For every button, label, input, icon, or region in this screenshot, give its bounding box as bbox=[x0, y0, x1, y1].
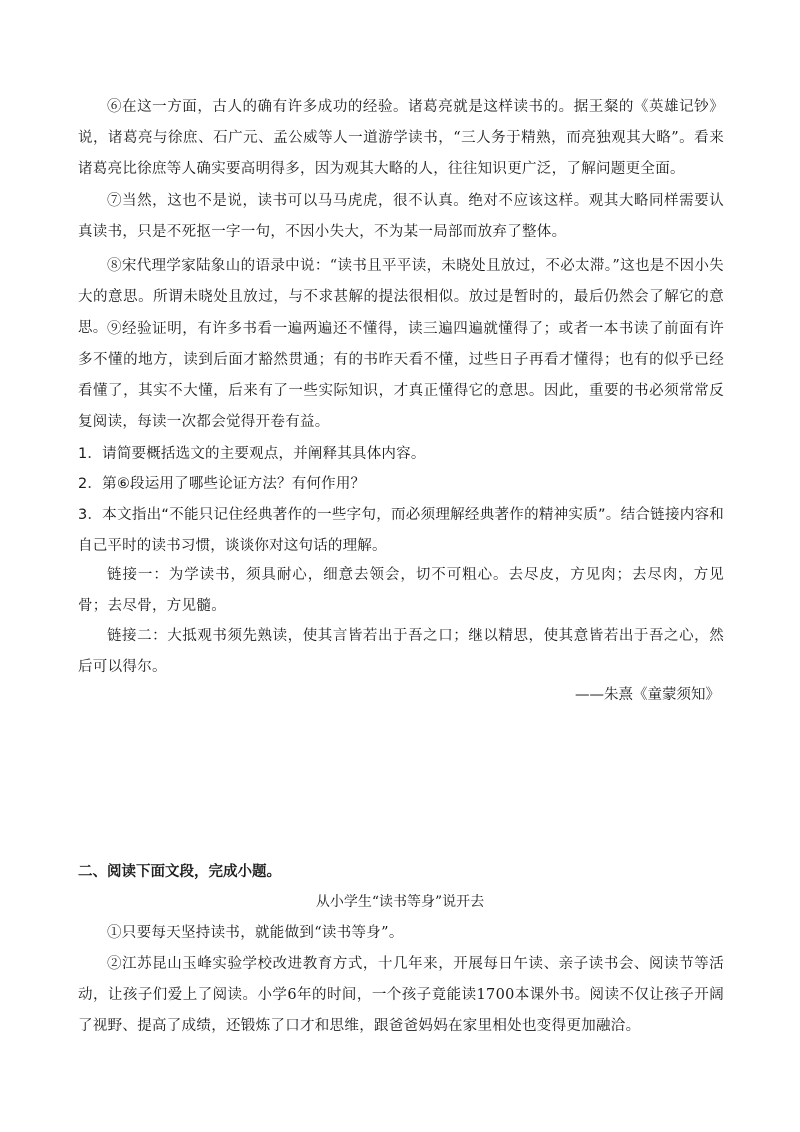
link-one: 链接一：为学读书，须具耐心，细意去领会，切不可粗心。去尽皮，方见肉；去尽肉，方见骨；去尽骨，方见髓。 bbox=[78, 567, 724, 614]
question-2: 2．第⑥段运用了哪些论证方法？有何作用？ bbox=[78, 476, 366, 492]
section-heading: 二、阅读下面文段，完成小题。 bbox=[78, 864, 281, 880]
question-1: 1．请简要概括选文的主要观点，并阐释其具体内容。 bbox=[78, 446, 426, 462]
article-title: 从小学生“读书等身”说开去 bbox=[315, 894, 485, 910]
section2-paragraph-2: ②江苏昆山玉峰实验学校改进教育方式，十几年来，开展每日午读、亲子读书会、阅读节等活动，让孩子们爱上了阅读。小学6年的时间，一个孩子竟能读1700本课外书。阅读不仅让孩子开阔了视野、提高了成绩，还锻炼了口才和思维，跟爸爸妈妈在家里相处也变得更加融洽。 bbox=[78, 956, 724, 1034]
paragraph-8: ⑧宋代理学家陆象山的语录中说：“读书且平平读，未晓处且放过，不必太滞。”这也是不因小失大的意思。所谓未晓处且放过，与不求甚解的提法很相似。放过是暂时的，最后仍然会了解它的意思。 bbox=[78, 258, 724, 336]
link-two: 链接二：大抵观书须先熟读，使其言皆若出于吾之口；继以精思，使其意皆若出于吾之心，然后可以得尔。 bbox=[78, 628, 724, 675]
paragraph-9: ⑨经验证明，有许多书看一遍两遍还不懂得，读三遍四遍就懂得了；或者一本书读了前面有许多不懂的地方，读到后面才豁然贯通；有的书昨天看不懂，过些日子再看才懂得；也有的似乎已经看懂了，其实不大懂，后来有了一些实际知识，才真正懂得它的意思。因此，重要的书必须常常反复阅读，每读一次都会觉得开卷有益。 bbox=[78, 321, 724, 430]
link-source: ——朱熹《童蒙须知》 bbox=[575, 687, 720, 703]
paragraph-7: ⑦当然，这也不是说，读书可以马马虎虎，很不认真。绝对不应该这样。观其大略同样需要认真读书，只是不死抠一字一句，不因小失大，不为某一局部而放弃了整体。 bbox=[78, 193, 724, 240]
paragraph-6: ⑥在这一方面，古人的确有许多成功的经验。诸葛亮就是这样读书的。据王粲的《英雄记钞》说，诸葛亮与徐庶、石广元、孟公威等人一道游学读书，“三人务于精熟，而亮独观其大略”。看来诸葛亮比徐庶等人确实要高明得多，因为观其大略的人，往往知识更广泛，了解问题更全面。 bbox=[78, 99, 724, 177]
section2-paragraph-1: ①只要每天坚持读书，就能做到“读书等身”。 bbox=[107, 925, 404, 941]
question-3: 3．本文指出“不能只记住经典著作的一些字句，而必须理解经典著作的精神实质”。结合链接内容和自己平时的读书习惯，谈谈你对这句话的理解。 bbox=[78, 507, 724, 554]
